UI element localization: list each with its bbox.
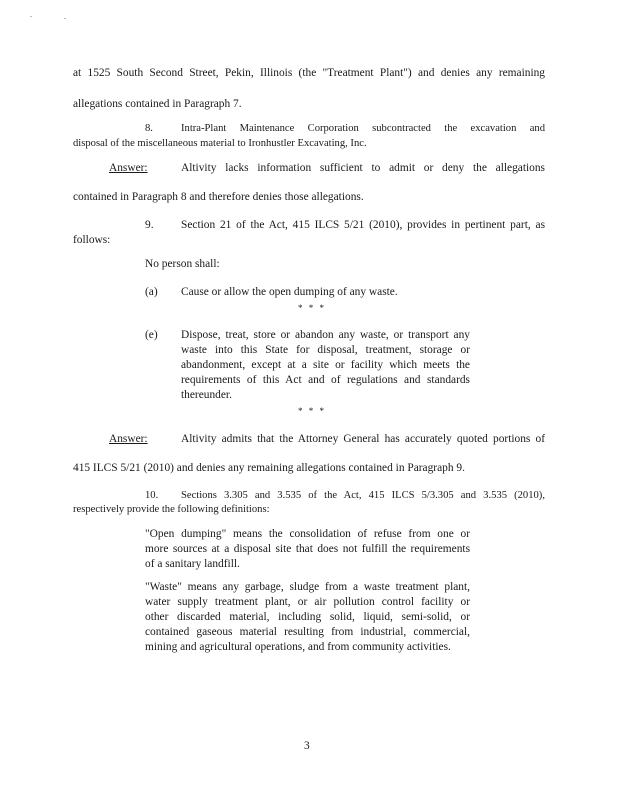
def-waste-line-3: other discarded material, including solid, liquid, semi-solid, or [145,611,470,623]
item-e-line-4: requirements of this Act and of regulations and standards [181,374,470,386]
page-number: 3 [304,740,310,752]
scan-mark: . [30,10,32,19]
para7-line-2: allegations contained in Paragraph 7. [73,98,242,110]
def-waste-line-5: mining and agricultural operations, and from community activities. [145,641,451,653]
para10-line-2: respectively provide the following definitions: [73,504,270,515]
item-e-label: (e) [145,329,158,341]
para9-number: 9. [145,219,154,231]
para9-line-1: Section 21 of the Act, 415 ILCS 5/21 (2010), provides in pertinent part, as [181,219,545,231]
scan-mark: . [64,12,66,21]
def-open-dumping-line-2: more sources at a disposal site that does not fulfill the requirements [145,543,470,555]
quote-intro: No person shall: [145,258,220,270]
item-e-line-1: Dispose, treat, store or abandon any waste, or transport any [181,329,470,341]
para10-line-1: Sections 3.305 and 3.535 of the Act, 415 ILCS 5/3.305 and 3.535 (2010), [181,490,545,501]
answer-8-line-2: contained in Paragraph 8 and therefore denies those allegations. [73,191,364,203]
def-open-dumping-line-1: "Open dumping" means the consolidation of refuse from one or [145,528,470,540]
answer-9-label: Answer: [109,433,148,445]
def-open-dumping-line-3: of a sanitary landfill. [145,558,240,570]
item-e-line-2: waste into this State for disposal, treatment, storage or [181,344,470,356]
item-a-text: Cause or allow the open dumping of any waste. [181,286,398,298]
answer-8-label: Answer: [109,162,148,174]
ellipsis-1: * * * [298,303,326,313]
answer-9-line-2: 415 ILCS 5/21 (2010) and denies any remaining allegations contained in Paragraph 9. [73,462,465,474]
para10-number: 10. [145,490,159,501]
item-e-line-5: thereunder. [181,389,232,401]
ellipsis-2: * * * [298,406,326,416]
para7-line-1: at 1525 South Second Street, Pekin, Illinois (the "Treatment Plant") and denies any remaining [73,67,545,79]
def-waste-line-2: water supply treatment plant, or air pollution control facility or [145,596,470,608]
para9-line-2: follows: [73,234,111,246]
item-e-line-3: abandonment, except at a site or facility which meets the [181,359,470,371]
answer-9-line-1: Altivity admits that the Attorney General has accurately quoted portions of [181,433,545,445]
def-waste-line-4: contained gaseous material resulting from industrial, commercial, [145,626,470,638]
item-a-label: (a) [145,286,158,298]
para8-line-2: disposal of the miscellaneous material to Ironhustler Excavating, Inc. [73,138,367,149]
para8-number: 8. [145,123,153,134]
answer-8-line-1: Altivity lacks information sufficient to admit or deny the allegations [181,162,545,174]
para8-line-1: Intra-Plant Maintenance Corporation subcontracted the excavation and [181,123,545,134]
def-waste-line-1: "Waste" means any garbage, sludge from a waste treatment plant, [145,581,470,593]
